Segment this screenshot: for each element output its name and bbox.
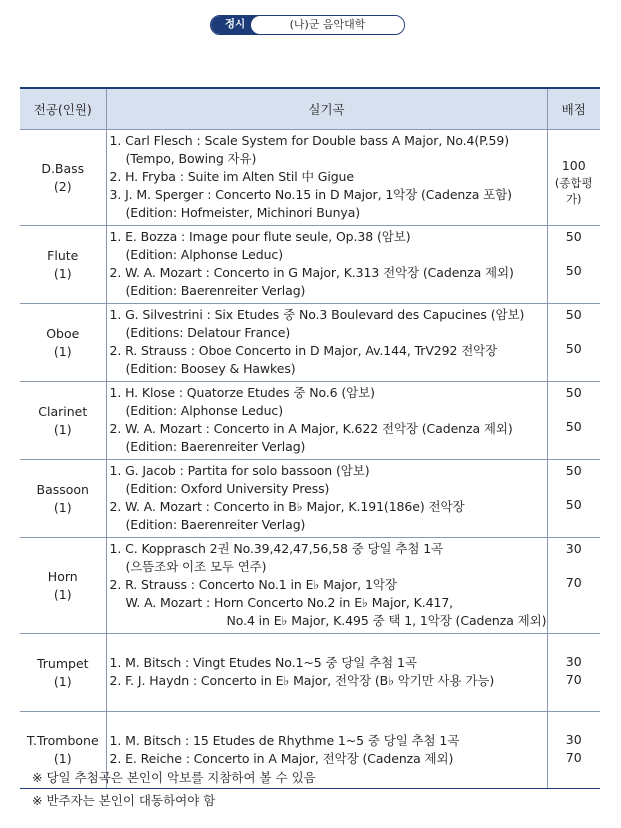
- score-cell: [547, 130, 600, 226]
- table-row: [20, 634, 600, 712]
- major-cell: [20, 634, 106, 712]
- piece-line: 2. W. A. Mozart : Concerto in G Major, K.313 전악장 (Cadenza 제외): [109, 265, 514, 280]
- piece-line: 1. G. Silvestrini : Six Etudes 중 No.3 Boulevard des Capucines (암보): [109, 307, 525, 322]
- score-value: 30: [565, 541, 582, 556]
- major-count: (1): [53, 265, 72, 281]
- piece-line: (Edition: Alphonse Leduc): [125, 247, 283, 262]
- major-count: (1): [53, 586, 72, 602]
- score-value: 30: [565, 654, 582, 669]
- piece-line: 1. C. Kopprasch 2권 No.39,42,47,56,58 중 당일 추첨 1곡: [109, 541, 444, 556]
- score-note: (종합평가): [554, 176, 593, 206]
- piece-line: 1. M. Bitsch : Vingt Etudes No.1~5 중 당일 추첨 1곡: [109, 655, 417, 670]
- major-count: (2): [53, 178, 72, 194]
- footnote: ※ 반주자는 본인이 대동하여야 함: [32, 793, 216, 808]
- score-cell: [547, 712, 600, 789]
- header-pieces: 실기곡: [106, 88, 547, 130]
- piece-line: (Edition: Baerenreiter Verlag): [125, 439, 306, 454]
- piece-line: 1. Carl Flesch : Scale System for Double bass A Major, No.4(P.59): [109, 133, 510, 148]
- piece-line: (Edition: Boosey & Hawkes): [125, 361, 296, 376]
- score-cell: [547, 304, 600, 382]
- score-cell: [547, 382, 600, 460]
- table-header-row: [20, 88, 600, 130]
- score-cell: [547, 538, 600, 634]
- pieces-cell: [106, 226, 547, 304]
- badge-group-label: (나)군 음악대학: [251, 16, 404, 34]
- piece-line: (Edition: Baerenreiter Verlag): [125, 283, 306, 298]
- score-value: 50: [565, 263, 582, 278]
- score-value: 70: [565, 575, 582, 590]
- piece-line: W. A. Mozart : Horn Concerto No.2 in E♭ Major, K.417,: [125, 595, 454, 610]
- piece-line: 1. E. Bozza : Image pour flute seule, Op.38 (암보): [109, 229, 411, 244]
- score-cell: [547, 460, 600, 538]
- table-row: [20, 226, 600, 304]
- major-name: Horn: [47, 568, 78, 584]
- table-row: [20, 382, 600, 460]
- major-cell: [20, 460, 106, 538]
- piece-line: (Edition: Oxford University Press): [125, 481, 330, 496]
- major-cell: [20, 382, 106, 460]
- score-cell: [547, 634, 600, 712]
- score-cell: [547, 226, 600, 304]
- footnotes: [32, 768, 316, 814]
- badge-label: 정시: [211, 16, 259, 34]
- piece-line: 2. H. Fryba : Suite im Alten Stil 中 Gigue: [109, 169, 354, 184]
- score-value: 50: [565, 341, 582, 356]
- pieces-cell: [106, 634, 547, 712]
- pieces-cell: [106, 304, 547, 382]
- major-count: (1): [53, 421, 72, 437]
- major-count: (1): [53, 673, 72, 689]
- admission-type-badge: [210, 15, 405, 35]
- score-value: 50: [565, 385, 582, 400]
- major-cell: [20, 538, 106, 634]
- piece-line: (Edition: Hofmeister, Michinori Bunya): [125, 205, 361, 220]
- footnote: ※ 당일 추첨곡은 본인이 악보를 지참하여 볼 수 있음: [32, 770, 316, 785]
- major-name: Flute: [47, 247, 79, 263]
- piece-line: 2. W. A. Mozart : Concerto in B♭ Major, K.191(186e) 전악장: [109, 499, 465, 514]
- score-value: 50: [565, 307, 582, 322]
- major-count: (1): [53, 499, 72, 515]
- major-name: Oboe: [46, 325, 80, 341]
- score-value: 70: [565, 750, 582, 765]
- table-row: [20, 130, 600, 226]
- major-cell: [20, 226, 106, 304]
- piece-line: 1. G. Jacob : Partita for solo bassoon (암보): [109, 463, 370, 478]
- major-name: Clarinet: [38, 403, 88, 419]
- table-row: [20, 460, 600, 538]
- table-row: [20, 538, 600, 634]
- major-cell: [20, 130, 106, 226]
- piece-line: 1. M. Bitsch : 15 Etudes de Rhythme 1~5 중 당일 추첨 1곡: [109, 732, 460, 748]
- major-name: Bassoon: [36, 481, 89, 497]
- piece-line: (으뜸조와 이조 모두 연주): [125, 559, 267, 574]
- piece-line: (Editions: Delatour France): [125, 325, 291, 340]
- piece-line: 2. W. A. Mozart : Concerto in A Major, K.622 전악장 (Cadenza 제외): [109, 421, 513, 436]
- score-value: 50: [565, 229, 582, 244]
- header-major: 전공(인원): [20, 88, 106, 130]
- score-value: 50: [565, 497, 582, 512]
- piece-line: 2. F. J. Haydn : Concerto in E♭ Major, 전악장 (B♭ 악기만 사용 가능): [109, 673, 495, 688]
- major-count: (1): [53, 751, 72, 766]
- score-value: 50: [565, 463, 582, 478]
- score-value: 50: [565, 419, 582, 434]
- piece-line: No.4 in E♭ Major, K.495 중 택 1, 1악장 (Cadenza 제외): [226, 613, 547, 628]
- score-value: 30: [565, 732, 582, 747]
- pieces-cell: [106, 460, 547, 538]
- piece-line: 2. R. Strauss : Oboe Concerto in D Major, Av.144, TrV292 전악장: [109, 343, 498, 358]
- table-row: [20, 304, 600, 382]
- piece-line: 3. J. M. Sperger : Concerto No.15 in D Major, 1악장 (Cadenza 포함): [109, 187, 512, 202]
- score-value: 100: [561, 158, 586, 173]
- major-name: D.Bass: [41, 160, 85, 176]
- score-value: 70: [565, 672, 582, 687]
- pieces-cell: [106, 538, 547, 634]
- pieces-cell: [106, 382, 547, 460]
- header-score: 배점: [547, 88, 600, 130]
- piece-line: 2. E. Reiche : Concerto in A Major, 전악장 (Cadenza 제외): [109, 750, 454, 766]
- major-name: Trumpet: [36, 655, 89, 671]
- major-cell: [20, 304, 106, 382]
- piece-line: (Tempo, Bowing 자유): [125, 151, 257, 166]
- piece-line: (Edition: Alphonse Leduc): [125, 403, 283, 418]
- audition-repertoire-table: [20, 87, 600, 789]
- piece-line: (Edition: Baerenreiter Verlag): [125, 517, 306, 532]
- pieces-cell: [106, 130, 547, 226]
- major-name: T.Trombone: [26, 733, 99, 748]
- major-count: (1): [53, 343, 72, 359]
- piece-line: 1. H. Klose : Quatorze Etudes 중 No.6 (암보): [109, 385, 375, 400]
- piece-line: 2. R. Strauss : Concerto No.1 in E♭ Major, 1악장: [109, 577, 397, 592]
